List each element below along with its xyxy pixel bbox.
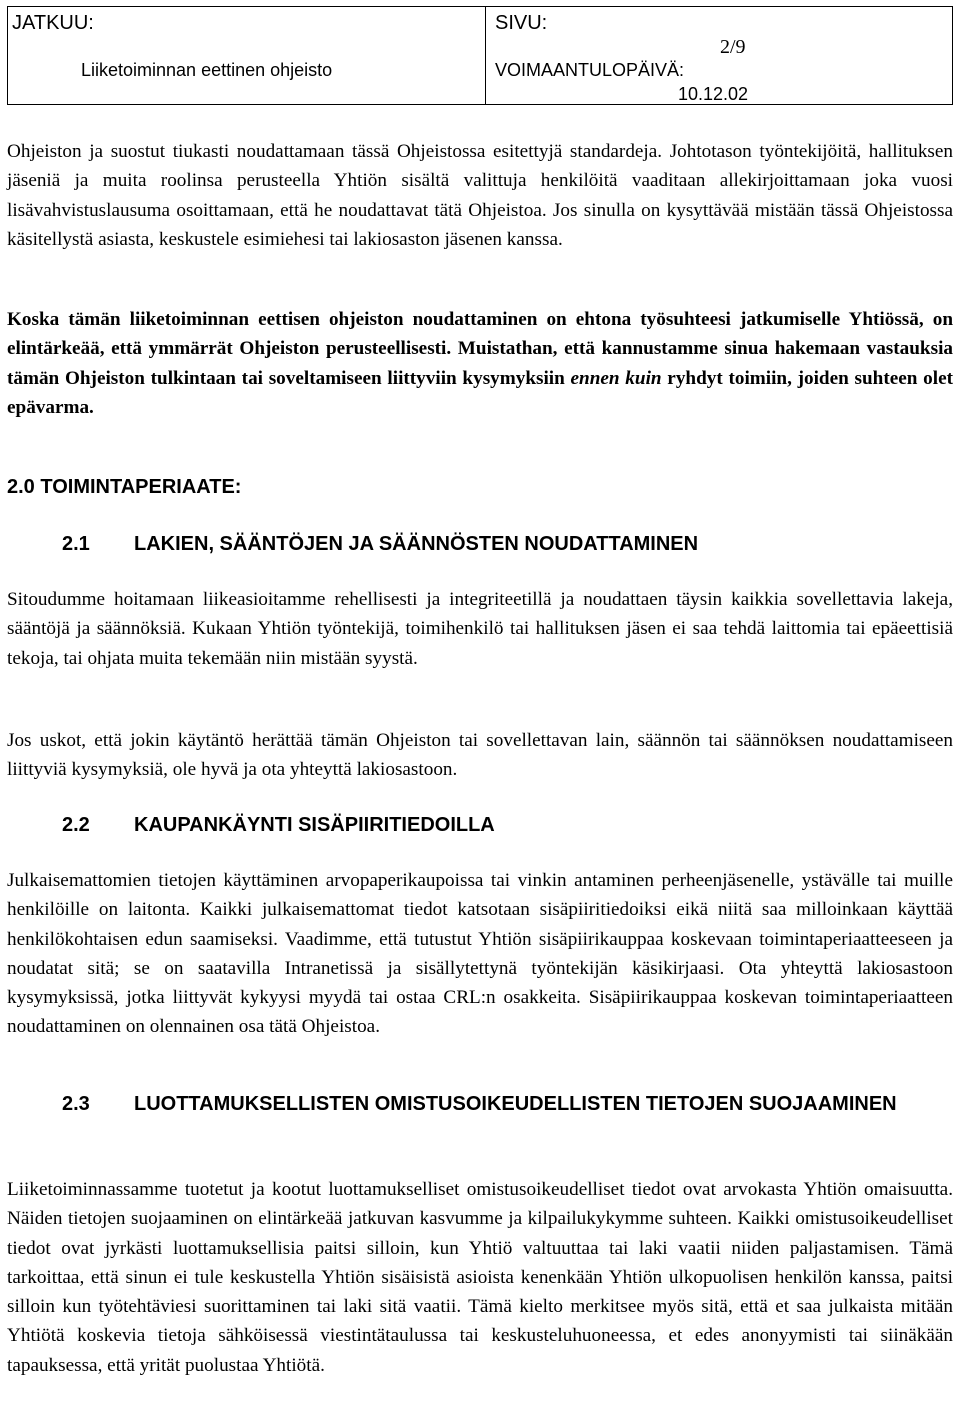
section-2-1-text-1: Sitoudumme hoitamaan liikeasioitamme rehellisesti ja integriteetillä ja noudattaen täysin kaikkia sovellettavia lakeja, sääntöjä ja säännöksiä. Kukaan Yhtiön työntekijä, toimihenkilö tai hallituksen jäsen ei saa tehdä laittomia tai epäeettisiä tekoja, tai ohjata muita tekemään niin mistään syystä. xyxy=(7,589,953,669)
section-2-1-text-2: Jos uskot, että jokin käytäntö herättää tämän Ohjeiston tai sovellettavan lain, säännön tai säännöksen noudattamiseen liittyviä kysymyksiä, ole hyvä ja ota yhteyttä lakiosastoon. xyxy=(7,730,953,781)
header-divider xyxy=(485,7,486,104)
effective-date-value: 10.12.02 xyxy=(678,84,749,104)
section-2-3-paragraph-1 xyxy=(7,1175,953,1380)
document-title: Liiketoiminnan eettinen ohjeisto xyxy=(81,60,333,80)
emphasis-text: ennen kuin xyxy=(570,367,662,389)
section-number: 2.1 xyxy=(62,533,90,555)
compliance-notice xyxy=(7,305,953,422)
document-header xyxy=(7,6,953,105)
section-title: LUOTTAMUKSELLISTEN OMISTUSOIKEUDELLISTEN TIETOJEN SUOJAAMINEN xyxy=(134,1093,897,1115)
section-number: 2.2 xyxy=(62,814,90,836)
section-2-2-paragraph-1 xyxy=(7,866,953,1042)
section-2-2-text-1: Julkaisemattomien tietojen käyttäminen arvopaperikaupoissa tai vinkin antaminen perheenjäsenelle, ystävälle tai muille henkilöille on laitonta. Kaikki julkaisemattomat tiedot katsotaan sisäpiiritiedoiksi eikä niitä saa milloinkaan käyttää henkilökohtaisen edun saamiseksi. Vaadimme, että tutustut Yhtiön sisäpiirikauppaa koskevaan toimintaperiaatteeseen ja noudatat sitä; se on saatavilla Intranetissä ja sisällytettynä työntekijän käsikirjaasi. Ota yhteyttä lakiosastoon kysymyksissä, jotka liittyvät kykyysi myydä tai ostaa CRL:n osakkeita. Sisäpiirikauppaa koskevan toimintaperiaatteen noudattaminen on olennainen osa tätä Ohjeistoa. xyxy=(7,870,953,1038)
section-heading-2-0: 2.0 TOIMINTAPERIAATE: xyxy=(7,476,242,498)
section-2-1-paragraph-1 xyxy=(7,585,953,673)
section-2-3-text-1: Liiketoiminnassamme tuotetut ja kootut luottamukselliset omistusoikeudelliset tiedot ovat arvokasta Yhtiön omaisuutta. Näiden tietojen suojaaminen on elintärkeää jatkuvan kasvumme ja kilpailukykymme suhteen. Kaikki omistusoikeudelliset tiedot ovat jyrkästi luottamuksellisia paitsi silloin, kun Yhtiö valtuuttaa tai laki vaatii niiden paljastamisen. Tämä tarkoittaa, että sinun ei tule keskustella Yhtiön sisäisistä asioista kenenkään Yhtiön ulkopuolisen henkilön kanssa, paitsi silloin kun työtehtäviesi suorittaminen tai laki sitä vaatii. Tämä kielto merkitsee myös sitä, että et saa julkaista mitään Yhtiötä koskevia tietoja sähköisessä viestintätaulussa tai keskusteluhuoneessa, et edes anonyymisti tai siinäkään tapauksessa, että yrität puolustaa Yhtiötä. xyxy=(7,1179,953,1376)
compliance-text: Koska tämän liiketoiminnan eettisen ohjeiston noudattaminen on ehtona työsuhteesi jatkumiselle Yhtiössä, on elintärkeää, että ymmärrät Ohjeiston perusteellisesti. Muistathan, että kannustamme sinua hakemaan vastauksia tämän Ohjeiston tulkintaan tai soveltamiseen liittyviin kysymyksiin ennen kuin ryhdyt toimiin, joiden suhteen olet epävarma. xyxy=(7,309,953,418)
section-number: 2.3 xyxy=(62,1093,90,1115)
section-title: KAUPANKÄYNTI SISÄPIIRITIEDOILLA xyxy=(134,814,495,836)
page-number: 2/9 xyxy=(720,36,746,58)
intro-text: Ohjeiston ja suostut tiukasti noudattamaan tässä Ohjeistossa esitettyjä standardeja. Johtotason työntekijöitä, hallituksen jäseniä ja muita roolinsa perusteella Yhtiön sisältä valittuja henkilöitä vaaditaan allekirjoittamaan joka vuosi lisävahvistuslausuma osoittamaan, että he noudattavat tätä Ohjeistoa. Jos sinulla on kysyttävää mistään tässä Ohjeistossa käsitellystä asiasta, keskustele esimiehesi tai lakiosaston jäsenen kanssa. xyxy=(7,141,953,250)
section-title: LAKIEN, SÄÄNTÖJEN JA SÄÄNNÖSTEN NOUDATTAMINEN xyxy=(134,533,699,555)
continued-label: JATKUU: xyxy=(12,12,94,34)
intro-paragraph xyxy=(7,137,953,254)
section-2-1-paragraph-2 xyxy=(7,726,953,785)
page-label: SIVU: xyxy=(495,12,548,34)
effective-date-label: VOIMAANTULOPÄIVÄ: xyxy=(495,60,685,80)
